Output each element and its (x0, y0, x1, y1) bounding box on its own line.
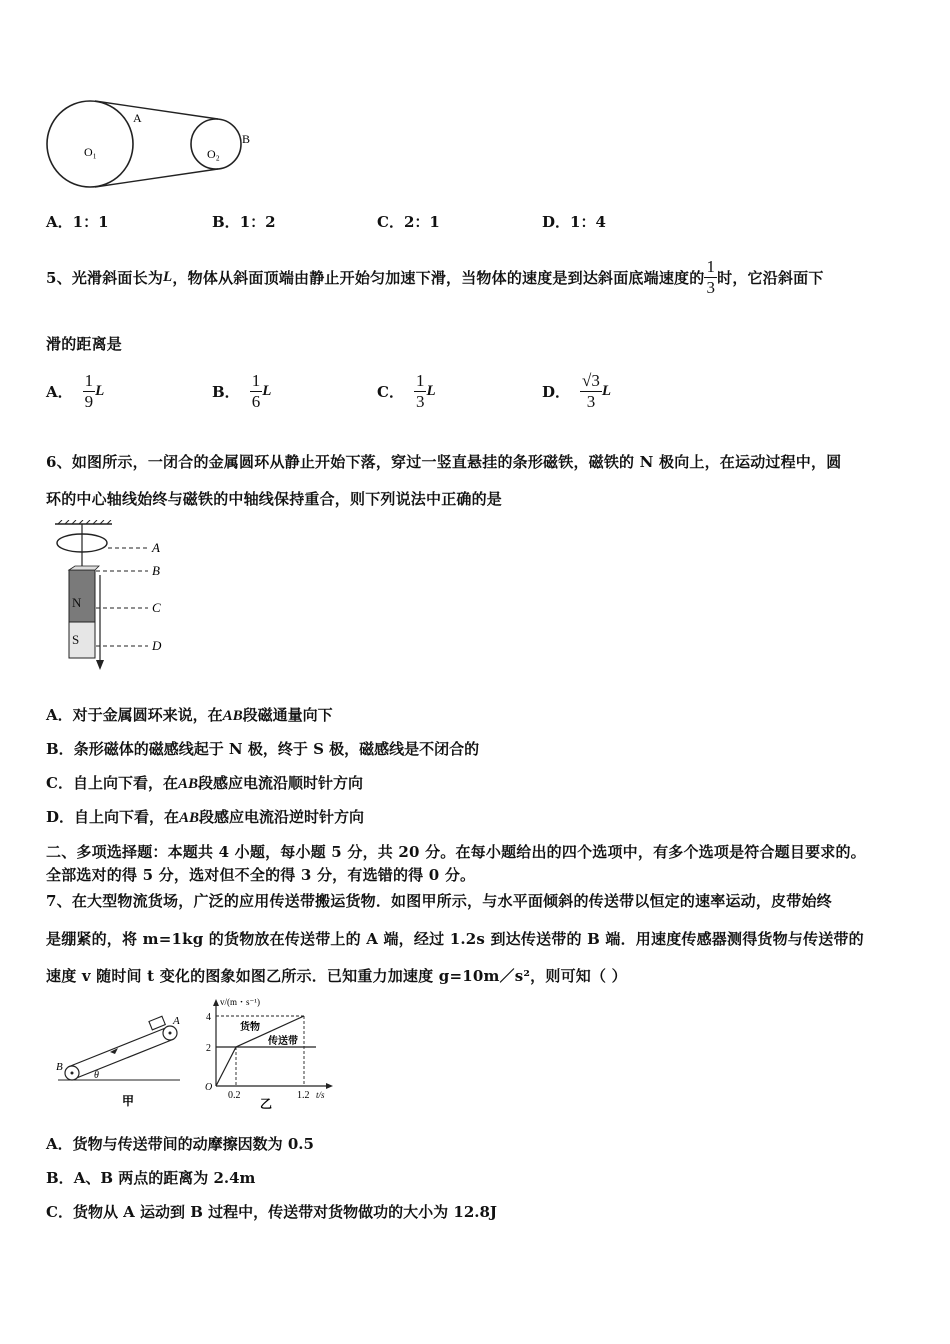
caption-jia: 甲 (122, 1094, 135, 1108)
q5-option-c: C． $\frac{1}{3}$ L (377, 371, 436, 411)
magnet-side (69, 566, 99, 570)
tick-y4: 4 (206, 1012, 211, 1023)
q4-option-a: A．1：1 (46, 213, 109, 231)
label-B: B (56, 1061, 63, 1073)
q5-option-b: B． $\frac{1}{6}$ L (212, 371, 272, 411)
belt-label: 传送带 (268, 1036, 298, 1047)
cargo-box (149, 1016, 165, 1030)
section2-heading-line1: 二、多项选择题：本题共 4 小题，每小题 5 分，共 20 分。在每小题给出的四个选项中，有多个选项是符合题目要求的。 (46, 843, 866, 861)
q7-stem-line1: 7、在大型物流货场，广泛的应用传送带搬运货物．如图甲所示，与水平面倾斜的传送带以恒定的速率运动，皮带始终 (46, 892, 832, 910)
cargo-label: 货物 (240, 1022, 260, 1033)
y-axis-arrow-icon (213, 999, 219, 1006)
q7-option-a: A．货物与传送带间的动摩擦因数为 0.5 (46, 1135, 314, 1153)
caption-yi: 乙 (260, 1097, 273, 1111)
tick-y2: 2 (206, 1043, 211, 1054)
large-pulley (47, 101, 133, 187)
q7-stem-line2: 是绷紧的，将 m=1kg 的货物放在传送带上的 A 端，经过 1.2s 到达传送带的 B 端．用速度传感器测得货物与传送带的 (46, 930, 864, 948)
x-axis-arrow-icon (326, 1083, 333, 1089)
q7-option-b: B．A、B 两点的距离为 2.4m (46, 1169, 256, 1187)
belt-bottom (95, 169, 218, 187)
arrow-down-icon (96, 660, 104, 670)
q7-stem-line3: 速度 v 随时间 t 变化的图象如图乙所示．已知重力加速度 g=10m／s²，则可知（ ） (46, 967, 627, 985)
q6-option-c: C．自上向下看，在AB段感应电流沿顺时针方向 (46, 774, 363, 792)
label-A: A (173, 1015, 180, 1027)
section2-heading-line2: 全部选对的得 5 分，选对但不全的得 3 分，有选错的得 0 分。 (46, 866, 476, 884)
x-axis-label: t/s (316, 1090, 325, 1100)
axle-a (169, 1032, 172, 1035)
label-B: B (152, 563, 160, 578)
label-o1: O₁ (84, 145, 97, 159)
q5-option-a: A． $\frac{1}{9}$ L (46, 371, 105, 411)
label-o2: O₂ (207, 147, 220, 161)
pulley-belt-figure (40, 92, 270, 192)
tick-x02: 0.2 (228, 1090, 241, 1101)
q6-option-d: D．自上向下看，在AB段感应电流沿逆时针方向 (46, 808, 365, 826)
q7-option-c: C．货物从 A 运动到 B 过程中，传送带对货物做功的大小为 12.8J (46, 1203, 498, 1221)
label-A: A (152, 540, 160, 555)
label-D: D (152, 638, 162, 653)
origin-label: O (205, 1082, 213, 1093)
q6-stem-line1: 6、如图所示，一闭合的金属圆环从静止开始下落，穿过一竖直悬挂的条形磁铁，磁铁的 N 极向上，在运动过程中，圆 (46, 453, 842, 471)
q6-option-a: A．对于金属圆环来说，在AB段磁通量向下 (46, 706, 333, 724)
q5-stem-line2: 滑的距离是 (46, 335, 123, 353)
magnet-ring-figure (50, 520, 180, 672)
label-N: N (72, 595, 82, 610)
label-C: C (152, 600, 161, 615)
axle-b (71, 1072, 74, 1075)
q5-stem-fraction: $\frac{1}{3}$ (706, 257, 716, 297)
q6-stem-line2: 环的中心轴线始终与磁铁的中轴线保持重合，则下列说法中正确的是 (46, 490, 503, 508)
label-theta: θ (94, 1070, 99, 1081)
vt-graph (198, 996, 338, 1112)
conveyor-figure (52, 1012, 187, 1112)
cargo-velocity-line (216, 1016, 304, 1086)
label-A: A (133, 111, 142, 125)
label-B: B (242, 132, 251, 146)
q6-option-b: B．条形磁体的磁感线起于 N 极，终于 S 极，磁感线是不闭合的 (46, 740, 480, 758)
q5-stem-line1: 5、光滑斜面长为 L ，物体从斜面顶端由静止开始匀加速下滑，当物体的速度是到达斜面底端速度的 $\frac{1}{3}$ 时，它沿斜面下 (46, 257, 824, 297)
q5-option-d: D． $\frac{√3}{3}$ L (542, 371, 612, 411)
small-pulley (191, 119, 241, 169)
label-S: S (72, 632, 80, 647)
q4-option-b: B．1：2 (212, 213, 276, 231)
belt-top (95, 101, 218, 119)
q4-option-d: D．1：4 (542, 213, 606, 231)
tick-x12: 1.2 (297, 1090, 310, 1101)
q4-option-c: C．2：1 (377, 213, 440, 231)
y-axis-label: v/(m・s⁻¹) (220, 997, 260, 1007)
